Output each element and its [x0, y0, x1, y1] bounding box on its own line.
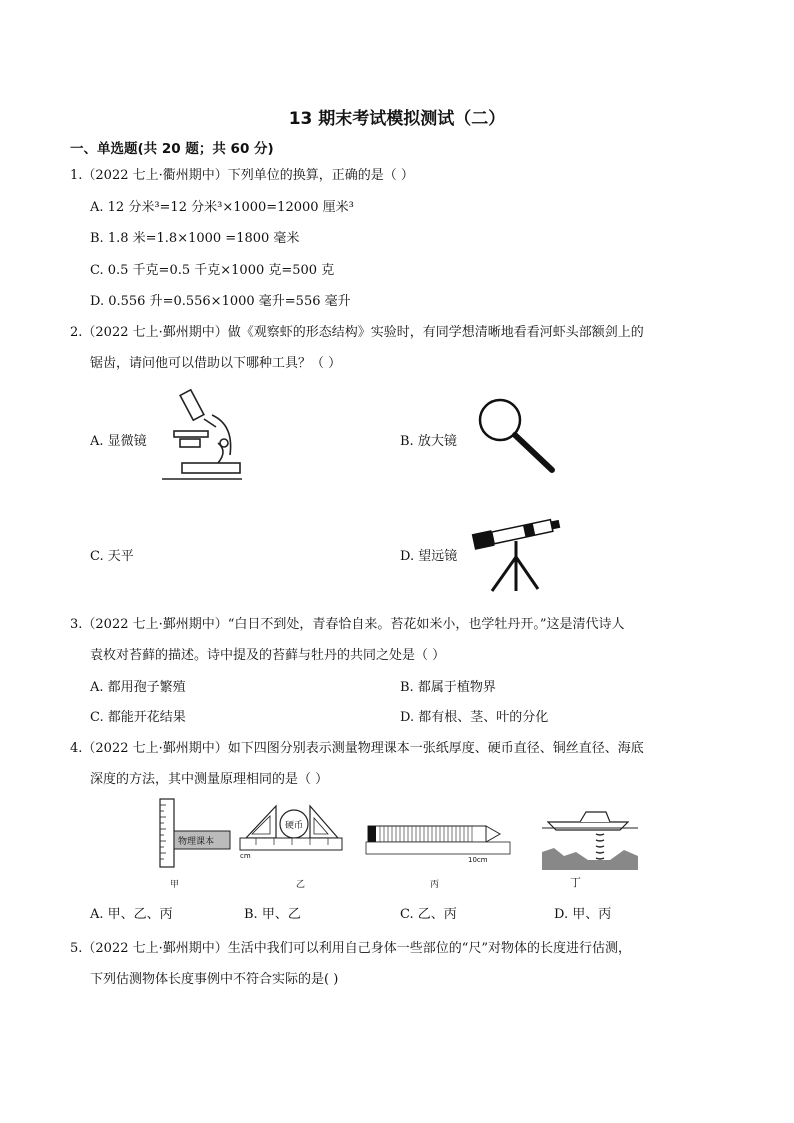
question-1-option-a[interactable]: A. 12 分米³=12 分米³×1000=12000 厘米³ — [90, 200, 354, 215]
question-4-option-d[interactable]: D. 甲、丙 — [554, 907, 612, 922]
figure-jia-ruler-book — [150, 797, 236, 877]
question-3-option-c[interactable]: C. 都能开花结果 — [90, 710, 186, 725]
question-1-option-d[interactable]: D. 0.556 升=0.556×1000 毫升=556 毫升 — [90, 294, 351, 309]
figure-label-jia: 甲 — [170, 880, 180, 890]
yi-cm-label: cm — [240, 852, 251, 860]
question-2-option-c[interactable]: C. 天平 — [90, 549, 134, 564]
question-2-stem-line2: 锯齿，请问他可以借助以下哪种工具？（ ） — [90, 356, 342, 371]
question-3-stem-line1: 3.（2022 七上·鄞州期中）“白日不到处，青春恰自来。苔花如米小，也学牡丹开。”这是清代诗人 — [70, 617, 625, 632]
coin-label: 硬币 — [285, 821, 304, 831]
page-title: 13 期末考试模拟测试（二） — [288, 109, 506, 129]
magnifier-icon — [476, 396, 558, 474]
question-1-option-c[interactable]: C. 0.5 千克=0.5 千克×1000 克=500 克 — [90, 263, 335, 278]
figure-ding-ship-sonar — [540, 800, 640, 872]
question-5-stem-line1: 5.（2022 七上·鄞州期中）生活中我们可以利用自己身体一些部位的“尺”对物体的长度进行估测， — [70, 941, 632, 956]
telescope-icon — [468, 507, 564, 593]
question-5-stem-line2: 下列估测物体长度事例中不符合实际的是( ) — [90, 972, 339, 987]
figure-yi-coin-triangles — [238, 802, 344, 866]
figure-label-ding: 丁 — [570, 876, 581, 889]
question-3-option-a[interactable]: A. 都用孢子繁殖 — [90, 680, 186, 695]
question-4-stem-line2: 深度的方法，其中测量原理相同的是（ ） — [90, 772, 329, 787]
question-4-stem-line1: 4.（2022 七上·鄞州期中）如下四图分别表示测量物理课本一张纸厚度、硬币直径、铜丝直径、海底 — [70, 741, 644, 756]
bing-cm-label: 10cm — [468, 856, 488, 864]
question-1-option-b[interactable]: B. 1.8 米=1.8×1000 =1800 毫米 — [90, 231, 300, 246]
question-3-option-d[interactable]: D. 都有根、茎、叶的分化 — [400, 710, 549, 725]
question-2-option-b[interactable]: B. 放大镜 — [400, 434, 457, 449]
question-4-option-b[interactable]: B. 甲、乙 — [244, 907, 301, 922]
question-2-option-a[interactable]: A. 显微镜 — [90, 434, 147, 449]
question-2-stem-line1: 2.（2022 七上·鄞州期中）做《观察虾的形态结构》实验时，有同学想清晰地看看河虾头部额剑上的 — [70, 325, 644, 340]
question-4-option-a[interactable]: A. 甲、乙、丙 — [90, 907, 173, 922]
figure-bing-wire-pencil — [364, 822, 514, 866]
book-label: 物理课本 — [178, 837, 215, 847]
question-3-stem-line2: 袁枚对苔藓的描述。诗中提及的苔藓与牡丹的共同之处是（ ） — [90, 648, 446, 663]
section-heading: 一、单选题(共 20 题；共 60 分) — [70, 141, 274, 157]
question-3-option-b[interactable]: B. 都属于植物界 — [400, 680, 496, 695]
question-1-stem: 1.（2022 七上·衢州期中）下列单位的换算，正确的是（ ） — [70, 168, 414, 183]
figure-label-bing: 丙 — [430, 880, 440, 890]
microscope-icon — [152, 385, 247, 483]
question-4-option-c[interactable]: C. 乙、丙 — [400, 907, 457, 922]
figure-label-yi: 乙 — [296, 880, 306, 890]
question-2-option-d[interactable]: D. 望远镜 — [400, 549, 458, 564]
